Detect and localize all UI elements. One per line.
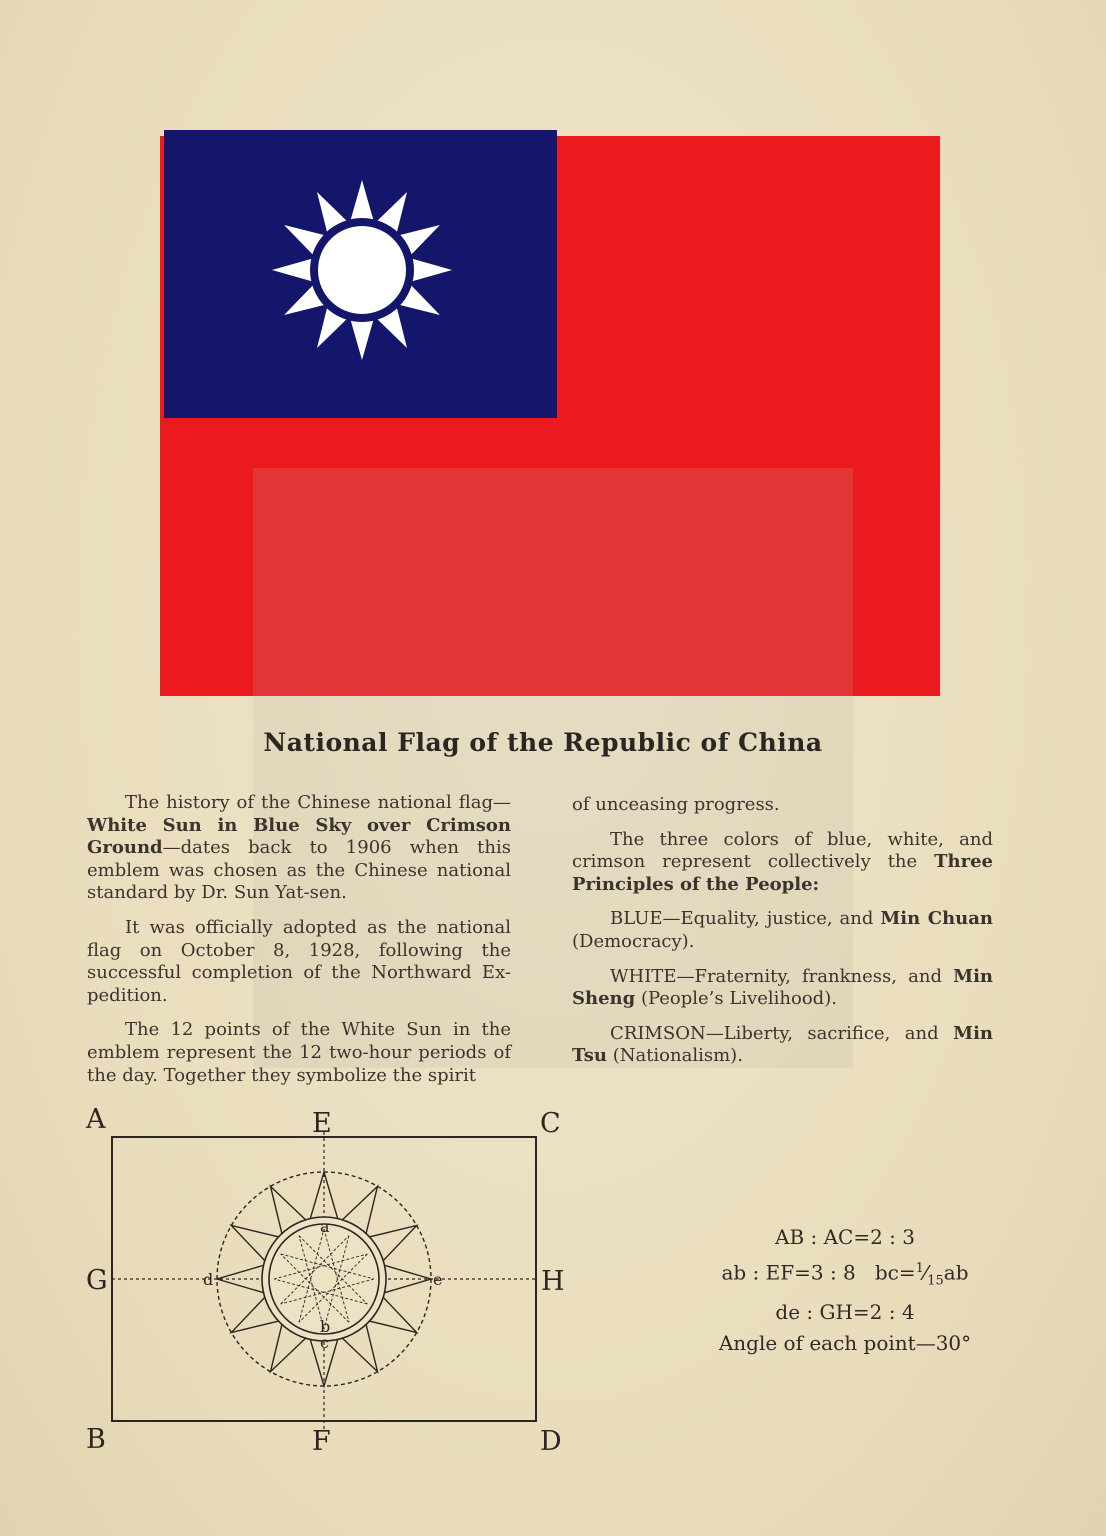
page-title: National Flag of the Republic of China [263, 728, 823, 757]
label-F: F [312, 1426, 331, 1457]
label-E: E [312, 1108, 332, 1139]
label-A: A [86, 1104, 106, 1135]
label-e: e [433, 1270, 443, 1289]
right-text-column [572, 794, 993, 1080]
paragraph-continuation: of unceasing progress. [572, 794, 780, 815]
paragraph-three-colors: The three colors of blue, white, and crimson represent collectively the Three Principles of the People: [572, 828, 993, 895]
label-d: d [203, 1270, 214, 1289]
paragraph-adoption: It was officially adopted as the national flag on October 8, 1928, following the successful completion of the Northward Ex-pedition. [87, 916, 511, 1006]
ratio-line-2: ab : EF=3 : 8 $bc=^1⁄_{15}ab$ [721, 1260, 969, 1289]
label-H: H [541, 1266, 565, 1297]
label-c: c [320, 1333, 329, 1352]
paragraph-sun-points: The 12 points of the White Sun in the emblem represent the 12 two-hour periods of the day. Together they symbolize the spirit [87, 1019, 511, 1086]
label-b: b [320, 1317, 331, 1336]
ratio-line-1: AB : AC=2 : 3 [775, 1225, 915, 1249]
ratio-specifications [680, 1222, 1010, 1359]
paragraph-history: The history of the Chinese national flag—White Sun in Blue Sky over Crimson Ground—dates back to 1906 when this emblem was chosen as the Chinese national standard by Dr. Sun Yat-sen. [87, 792, 511, 904]
label-C: C [540, 1108, 561, 1139]
paragraph-white: WHITE—Fraternity, frankness, and Min Sheng (People’s Livelihood). [572, 965, 993, 1010]
label-B: B [86, 1424, 106, 1455]
paragraph-blue: BLUE—Equality, justice, and Min Chuan (Democracy). [572, 908, 993, 952]
diagram-ray [309, 1172, 339, 1223]
ratio-line-3: de : GH=2 : 4 [775, 1299, 915, 1324]
label-a: a [320, 1217, 330, 1236]
ratio-line-4: Angle of each point—30° [718, 1330, 972, 1355]
label-G: G [86, 1265, 108, 1296]
diagram-ray [217, 1264, 268, 1294]
diagram-ray [380, 1264, 431, 1294]
paragraph-crimson: CRIMSON—Liberty, sacrifice, and Min Tsu (Nationalism). [572, 1022, 993, 1067]
flag-construction-diagram [0, 1090, 700, 1470]
left-text-column [87, 792, 511, 1099]
label-D: D [540, 1426, 562, 1457]
